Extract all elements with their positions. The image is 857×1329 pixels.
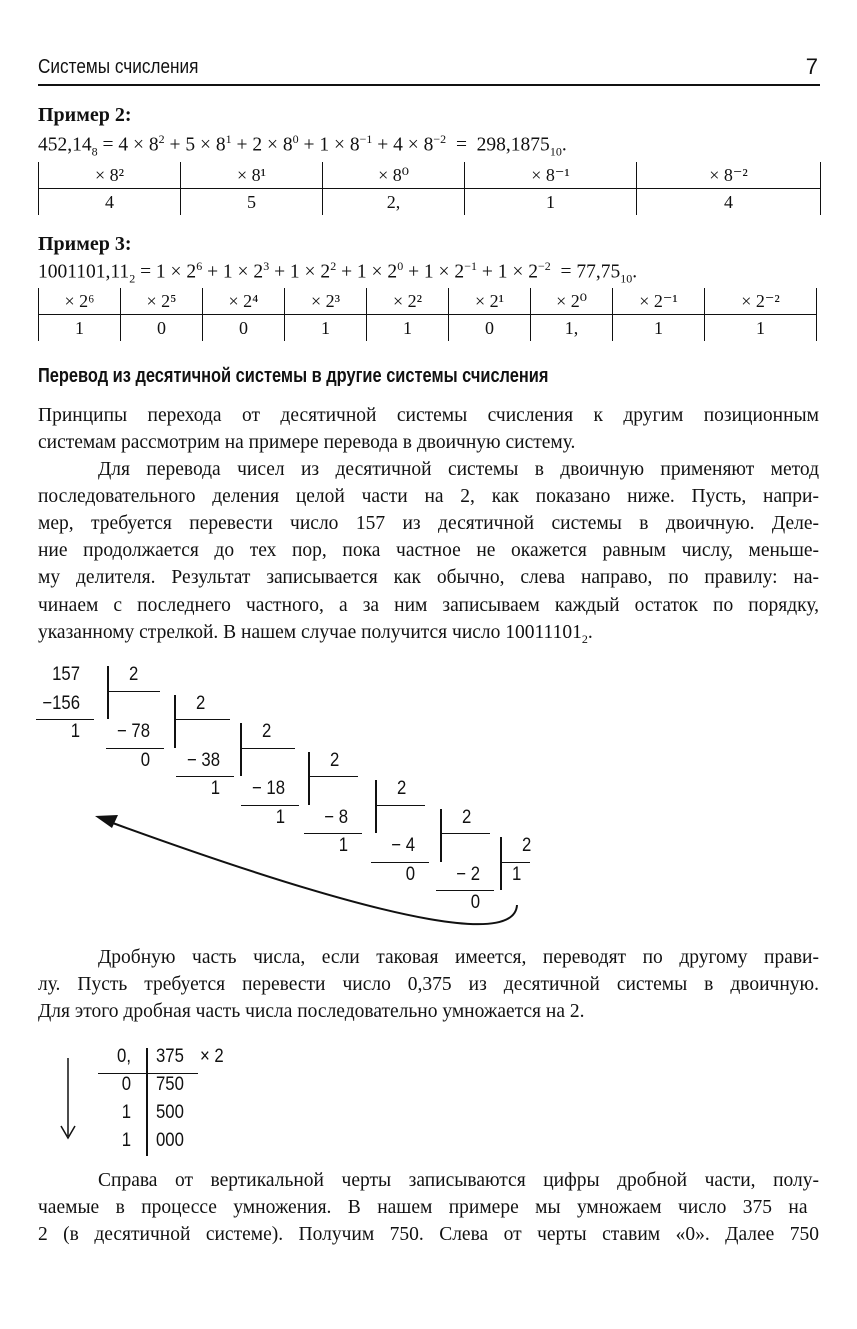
- division-subtrahend: − 8: [324, 806, 348, 828]
- fraction-int-digit: 1: [121, 1130, 131, 1151]
- example3-power-cell: × 2⁴: [203, 288, 285, 315]
- fraction-multiplier: × 2: [200, 1046, 224, 1067]
- text-line: Дробную часть числа, если таковая имеется, переводят по другому прави-: [98, 947, 819, 968]
- division-subtrahend: − 78: [116, 721, 150, 742]
- fraction-frac-digits: 000: [156, 1130, 184, 1151]
- example2-power-cell: × 8¹: [181, 162, 323, 189]
- division-divisor: 2: [129, 664, 139, 685]
- example3-digit-cell: 1: [285, 315, 367, 342]
- division-divisor: 2: [522, 835, 532, 856]
- example2-power-cell: × 8⁻¹: [465, 162, 637, 189]
- fraction-hline: [98, 1073, 198, 1074]
- example3-digit-cell: 0: [203, 315, 285, 342]
- section-heading: Перевод из десятичной системы в другие системы счисления: [38, 365, 549, 387]
- fraction-vline: [146, 1048, 148, 1156]
- example3-power-cell: × 2⁰: [531, 288, 613, 315]
- division-final-quotient: 1: [512, 863, 522, 885]
- text-line: Принципы перехода от десятичной системы счисления к другим позиционным: [38, 405, 819, 426]
- division-subtrahend: − 38: [186, 749, 220, 771]
- division-remainder: 0: [405, 863, 415, 885]
- division-remainder: 1: [275, 806, 285, 828]
- text-line: му делителя. Результат записывается как обычно, слева направо, по правилу: на-: [38, 567, 819, 589]
- text-line: ние продолжается до тех пор, пока частное не окажется равным числу, меньше-: [38, 540, 819, 562]
- example3-digit-cell: 1: [613, 315, 705, 342]
- example3-power-cell: × 2¹: [449, 288, 531, 315]
- text-line: указанному стрелкой. В нашем случае получится число $10011101_2$.: [38, 621, 593, 646]
- example2-power-cell: × 8⁰: [323, 162, 465, 189]
- example2-digit-cell: 1: [465, 189, 637, 216]
- division-remainder: 0: [140, 749, 150, 771]
- division-divisor: 2: [196, 692, 206, 714]
- example2-title: Пример 2:: [38, 104, 132, 126]
- text-line: чинаем с последнего частного, а за ним записываем каждый остаток по порядку,: [38, 594, 819, 616]
- division-remainder: 1: [338, 835, 348, 856]
- fraction-frac-digits: 750: [156, 1074, 184, 1095]
- example2-digit-cell: 4: [637, 189, 821, 216]
- example3-digit-cell: 1: [367, 315, 449, 342]
- text-line: Для перевода чисел из десятичной системы в двоичную применяют метод: [98, 459, 819, 480]
- example2-formula: $452,14_8 = 4 \times 8^2 + 5 \times 8^1 + 2 \times 8^0 + 1 \times 8^{-1} + 4 \times 8^{-2} = 298,1875_{10}$.: [38, 132, 567, 159]
- text-line: системам рассмотрим на примере перевода в двоичную систему.: [38, 432, 576, 454]
- division-remainder: 1: [210, 778, 220, 799]
- example2-power-cell: × 8⁻²: [637, 162, 821, 189]
- example2-power-cell: × 8²: [39, 162, 181, 189]
- division-dividend: 157: [52, 664, 80, 685]
- example3-power-cell: × 2³: [285, 288, 367, 315]
- example3-digit-cell: 1: [39, 315, 121, 342]
- division-subtrahend: − 18: [251, 778, 285, 799]
- text-line: мер, требуется перевести число 157 из десятичной системы в двоичную. Деле-: [38, 513, 819, 535]
- division-divisor: 2: [330, 749, 340, 771]
- text-line: лу. Пусть требуется перевести число 0,375 из десятичной системы в двоичную.: [38, 974, 819, 996]
- example2-digit-cell: 2,: [323, 189, 465, 216]
- example2-digit-cell: 4: [39, 189, 181, 216]
- example2-digit-cell: 5: [181, 189, 323, 216]
- fraction-frac-digits: 500: [156, 1102, 184, 1123]
- division-divisor: 2: [462, 806, 472, 828]
- example3-digit-cell: 0: [121, 315, 203, 342]
- fraction-int-digit: 1: [121, 1102, 131, 1123]
- page-number: 7: [805, 54, 818, 79]
- header-title: Системы счисления: [38, 56, 199, 78]
- example3-power-cell: × 2⁵: [121, 288, 203, 315]
- division-remainder: 0: [470, 892, 480, 913]
- example3-power-cell: × 2²: [367, 288, 449, 315]
- division-remainder: 1: [70, 721, 80, 742]
- fraction-header-left: 0,: [117, 1046, 131, 1067]
- example3-digit-cell: 0: [449, 315, 531, 342]
- text-line: Справа от вертикальной черты записываются цифры дробной части, полу-: [98, 1170, 819, 1191]
- text-line: чаемые в процессе умножения. В нашем примере мы умножаем число 375 на: [38, 1197, 808, 1219]
- division-divisor: 2: [262, 721, 272, 742]
- division-subtrahend: −156: [42, 692, 80, 714]
- example3-power-cell: × 2⁻²: [705, 288, 817, 315]
- fraction-int-digit: 0: [121, 1074, 131, 1095]
- example3-digit-cell: 1,: [531, 315, 613, 342]
- division-subtrahend: − 2: [456, 863, 480, 885]
- division-subtrahend: − 4: [391, 835, 415, 856]
- example3-digit-cell: 1: [705, 315, 817, 342]
- text-line: последовательного деления целой части на 2, как показано ниже. Пусть, напри-: [38, 486, 819, 508]
- fraction-header-right: 375: [156, 1046, 184, 1067]
- text-line: Для этого дробная часть числа последовательно умножается на 2.: [38, 1001, 585, 1023]
- example3-title: Пример 3:: [38, 233, 132, 255]
- text-line: 2 (в десятичной системе). Получим 750. Слева от черты ставим «0». Далее 750: [38, 1224, 819, 1246]
- example3-formula: $1001101,11_2 = 1 \times 2^6 + 1 \times 2^3 + 1 \times 2^2 + 1 \times 2^0 + 1 \times 2^{-1} + 1 \times 2^{-2} = 77,75_{10}$.: [38, 259, 638, 286]
- example3-power-cell: × 2⁶: [39, 288, 121, 315]
- division-divisor: 2: [397, 778, 407, 799]
- example3-power-cell: × 2⁻¹: [613, 288, 705, 315]
